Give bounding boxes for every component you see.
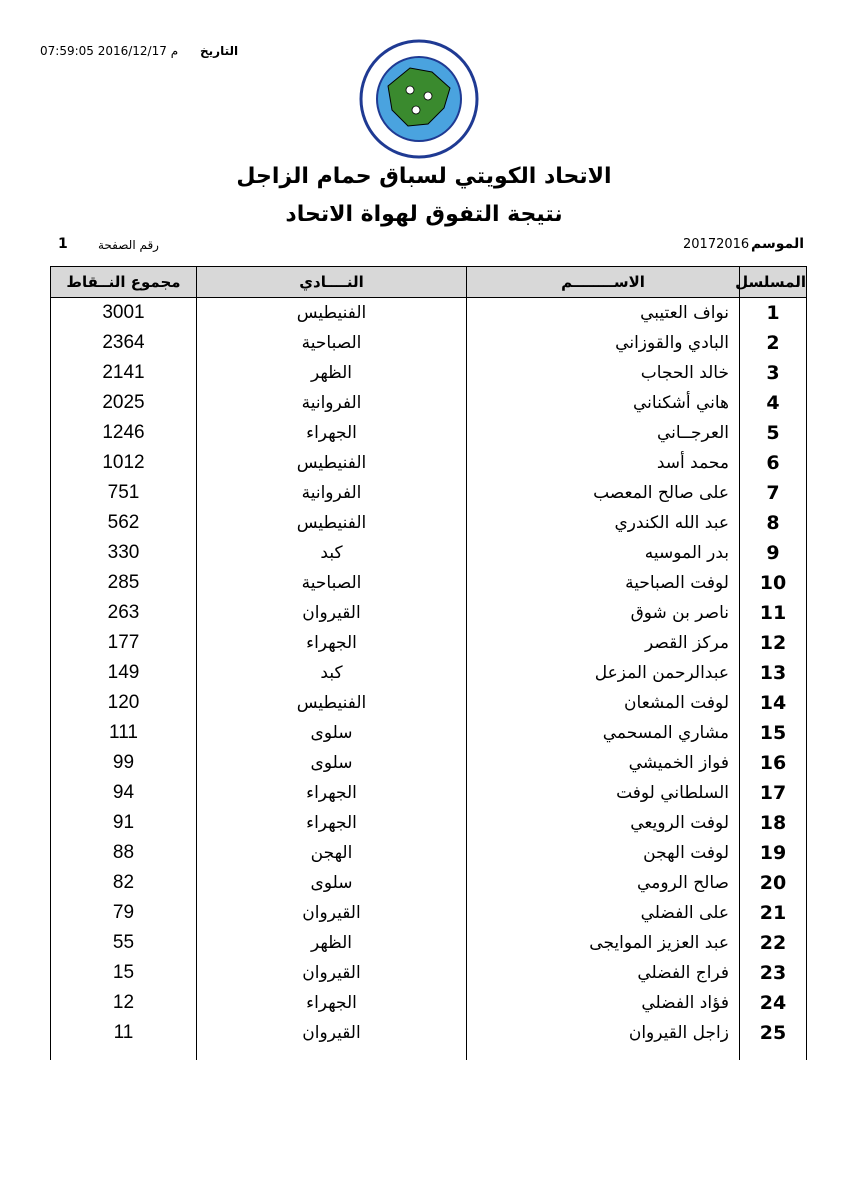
name-cell: عبد الله الكندري [467,508,740,538]
page-number-label: رقم الصفحة [98,238,159,252]
filler-cell [467,1048,740,1060]
name-cell: نواف العتيبي [467,298,740,329]
name-cell: على الفضلي [467,898,740,928]
serial-cell: 12 [740,628,807,658]
serial-cell: 1 [740,298,807,329]
points-cell: 120 [51,688,197,718]
table-row [51,658,807,688]
serial-cell: 21 [740,898,807,928]
points-cell: 562 [51,508,197,538]
club-cell: الهجن [197,838,467,868]
table-row [51,538,807,568]
name-cell: فؤاد الفضلي [467,988,740,1018]
date-label: التاريخ [200,44,239,58]
name-cell: بدر الموسيه [467,538,740,568]
table-row [51,448,807,478]
points-cell: 1246 [51,418,197,448]
serial-cell: 9 [740,538,807,568]
table-row [51,508,807,538]
federation-logo [358,38,480,160]
name-cell: مشاري المسحمي [467,718,740,748]
season-value: 20172016 [683,237,750,252]
club-cell: الظهر [197,358,467,388]
club-cell: كبد [197,658,467,688]
serial-cell: 18 [740,808,807,838]
serial-cell: 23 [740,958,807,988]
table-row [51,688,807,718]
points-cell: 91 [51,808,197,838]
club-cell: الجهراء [197,778,467,808]
serial-cell: 19 [740,838,807,868]
serial-cell: 4 [740,388,807,418]
points-cell: 330 [51,538,197,568]
points-cell: 751 [51,478,197,508]
column-header-serial: المسلسل [740,267,807,298]
table-row [51,778,807,808]
club-cell: الصباحية [197,328,467,358]
name-cell: عبد العزيز الموايجى [467,928,740,958]
table-row [51,898,807,928]
name-cell: لوفت الرويعي [467,808,740,838]
filler-cell [740,1048,807,1060]
serial-cell: 3 [740,358,807,388]
club-cell: الفنيطيس [197,508,467,538]
serial-cell: 15 [740,718,807,748]
table-row [51,868,807,898]
column-header-club: النــــادي [197,267,467,298]
name-cell: مركز القصر [467,628,740,658]
points-cell: 55 [51,928,197,958]
table-row [51,388,807,418]
serial-cell: 11 [740,598,807,628]
table-bottom-filler [51,1048,807,1060]
season-label: الموسم [751,236,804,252]
table-row [51,958,807,988]
points-cell: 111 [51,718,197,748]
points-cell: 99 [51,748,197,778]
club-cell: القيروان [197,898,467,928]
club-cell: الظهر [197,928,467,958]
points-cell: 1012 [51,448,197,478]
table-row [51,808,807,838]
name-cell: السلطاني لوفت [467,778,740,808]
club-cell: القيروان [197,1018,467,1048]
column-header-points: مجموع النــقاط [51,267,197,298]
column-header-name: الاســــــــم [467,267,740,298]
serial-cell: 10 [740,568,807,598]
points-cell: 82 [51,868,197,898]
club-cell: الفنيطيس [197,298,467,329]
name-cell: على صالح المعصب [467,478,740,508]
club-cell: الفروانية [197,388,467,418]
table-row [51,628,807,658]
club-cell: سلوى [197,718,467,748]
points-cell: 263 [51,598,197,628]
points-cell: 2364 [51,328,197,358]
points-cell: 88 [51,838,197,868]
serial-cell: 25 [740,1018,807,1048]
club-cell: الجهراء [197,808,467,838]
points-cell: 2025 [51,388,197,418]
table-row [51,418,807,448]
results-table [50,266,807,1060]
name-cell: عبدالرحمن المزعل [467,658,740,688]
table-row [51,298,807,329]
club-cell: الصباحية [197,568,467,598]
table-row [51,328,807,358]
filler-cell [197,1048,467,1060]
club-cell: القيروان [197,958,467,988]
club-cell: الجهراء [197,988,467,1018]
serial-cell: 5 [740,418,807,448]
table-row [51,928,807,958]
club-cell: القيروان [197,598,467,628]
name-cell: فراج الفضلي [467,958,740,988]
name-cell: لوفت المشعان [467,688,740,718]
name-cell: ناصر بن شوق [467,598,740,628]
points-cell: 15 [51,958,197,988]
serial-cell: 16 [740,748,807,778]
serial-cell: 22 [740,928,807,958]
table-row [51,478,807,508]
serial-cell: 8 [740,508,807,538]
serial-cell: 2 [740,328,807,358]
points-cell: 285 [51,568,197,598]
filler-cell [51,1048,197,1060]
table-row [51,718,807,748]
page-subtitle: نتيجة التفوق لهواة الاتحاد [285,202,563,227]
serial-cell: 24 [740,988,807,1018]
serial-cell: 7 [740,478,807,508]
club-cell: الفنيطيس [197,688,467,718]
serial-cell: 13 [740,658,807,688]
points-cell: 11 [51,1018,197,1048]
points-cell: 79 [51,898,197,928]
table-row [51,358,807,388]
table-row [51,1018,807,1048]
name-cell: زاجل القيروان [467,1018,740,1048]
serial-cell: 6 [740,448,807,478]
table-row [51,838,807,868]
page-number-value: 1 [58,236,68,252]
club-cell: سلوى [197,868,467,898]
table-header-row [51,267,807,298]
name-cell: لوفت الهجن [467,838,740,868]
points-cell: 12 [51,988,197,1018]
points-cell: 3001 [51,298,197,329]
points-cell: 2141 [51,358,197,388]
name-cell: البادي والقوزاني [467,328,740,358]
name-cell: العرجــاني [467,418,740,448]
serial-cell: 20 [740,868,807,898]
club-cell: الجهراء [197,628,467,658]
club-cell: سلوى [197,748,467,778]
table-row [51,988,807,1018]
table-row [51,748,807,778]
name-cell: لوفت الصباحية [467,568,740,598]
name-cell: خالد الحجاب [467,358,740,388]
table-row [51,598,807,628]
points-cell: 177 [51,628,197,658]
club-cell: الفنيطيس [197,448,467,478]
name-cell: هاني أشكناني [467,388,740,418]
club-cell: الفروانية [197,478,467,508]
name-cell: محمد أسد [467,448,740,478]
points-cell: 94 [51,778,197,808]
club-cell: كبد [197,538,467,568]
club-cell: الجهراء [197,418,467,448]
name-cell: صالح الرومي [467,868,740,898]
page-title: الاتحاد الكويتي لسباق حمام الزاجل [236,164,612,189]
points-cell: 149 [51,658,197,688]
table-row [51,568,807,598]
serial-cell: 14 [740,688,807,718]
date-value: 07:59:05 2016/12/17 م [40,44,179,58]
name-cell: فواز الخميشي [467,748,740,778]
serial-cell: 17 [740,778,807,808]
